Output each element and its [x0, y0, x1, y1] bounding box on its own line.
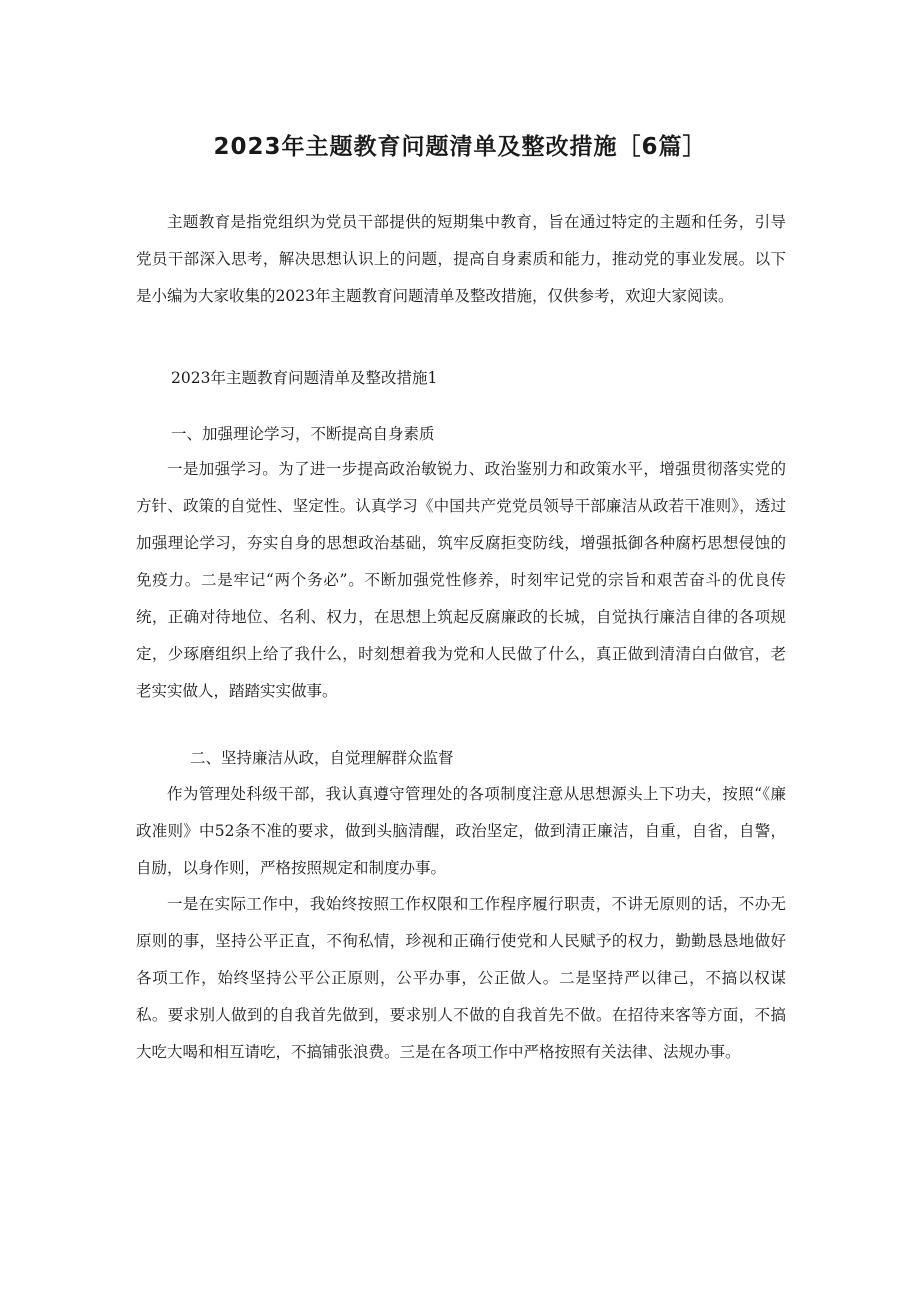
intro-paragraph: 主题教育是指党组织为党员干部提供的短期集中教育，旨在通过特定的主题和任务，引导党员干部深入思考，解决思想认识上的问题，提高自身素质和能力，推动党的事业发展。以下是小编为大家收集的2023年主题教育问题清单及整改措施，仅供参考，欢迎大家阅读。 [136, 213, 786, 305]
document-title: 2023年主题教育问题清单及整改措施［6篇］ [213, 134, 707, 160]
section-title: 2023年主题教育问题清单及整改措施1 [171, 369, 438, 387]
paragraph-2: 作为管理处科级干部，我认真遵守管理处的各项制度注意从思想源头上下功夫，按照“《廉政准则》中52条不准的要求，做到头脑清醒，政治坚定，做到清正廉洁，自重，自省，自警，自励，以身作则，严格按照规定和制度办事。 [136, 785, 786, 877]
section-heading-1: 一、加强理论学习，不断提高自身素质 [171, 425, 435, 443]
section-heading-2: 二、坚持廉洁从政，自觉理解群众监督 [190, 749, 454, 767]
paragraph-3: 一是在实际工作中，我始终按照工作权限和工作程序履行职责，不讲无原则的话，不办无原则的事，坚持公平正直，不徇私情，珍视和正确行使党和人民赋予的权力，勤勤恳恳地做好各项工作，始终坚持公平公正原则，公平办事，公正做人。二是坚持严以律己，不搞以权谋私。要求别人做到的自我首先做到，要求别人不做的自我首先不做。在招待来客等方面，不搞大吃大喝和相互请吃，不搞铺张浪费。三是在各项工作中严格按照有关法律、法规办事。 [136, 895, 786, 1061]
paragraph-1: 一是加强学习。为了进一步提高政治敏锐力、政治鉴别力和政策水平，增强贯彻落实党的方针、政策的自觉性、坚定性。认真学习《中国共产党党员领导干部廉洁从政若干准则》，透过加强理论学习，夯实自身的思想政治基础，筑牢反腐拒变防线，增强抵御各种腐朽思想侵蚀的免疫力。二是牢记“两个务必”。不断加强党性修养，时刻牢记党的宗旨和艰苦奋斗的优良传统，正确对待地位、名利、权力，在思想上筑起反腐廉政的长城，自觉执行廉洁自律的各项规定，少琢磨组织上给了我什么，时刻想着我为党和人民做了什么，真正做到清清白白做官，老老实实做人，踏踏实实做事。 [136, 460, 786, 700]
